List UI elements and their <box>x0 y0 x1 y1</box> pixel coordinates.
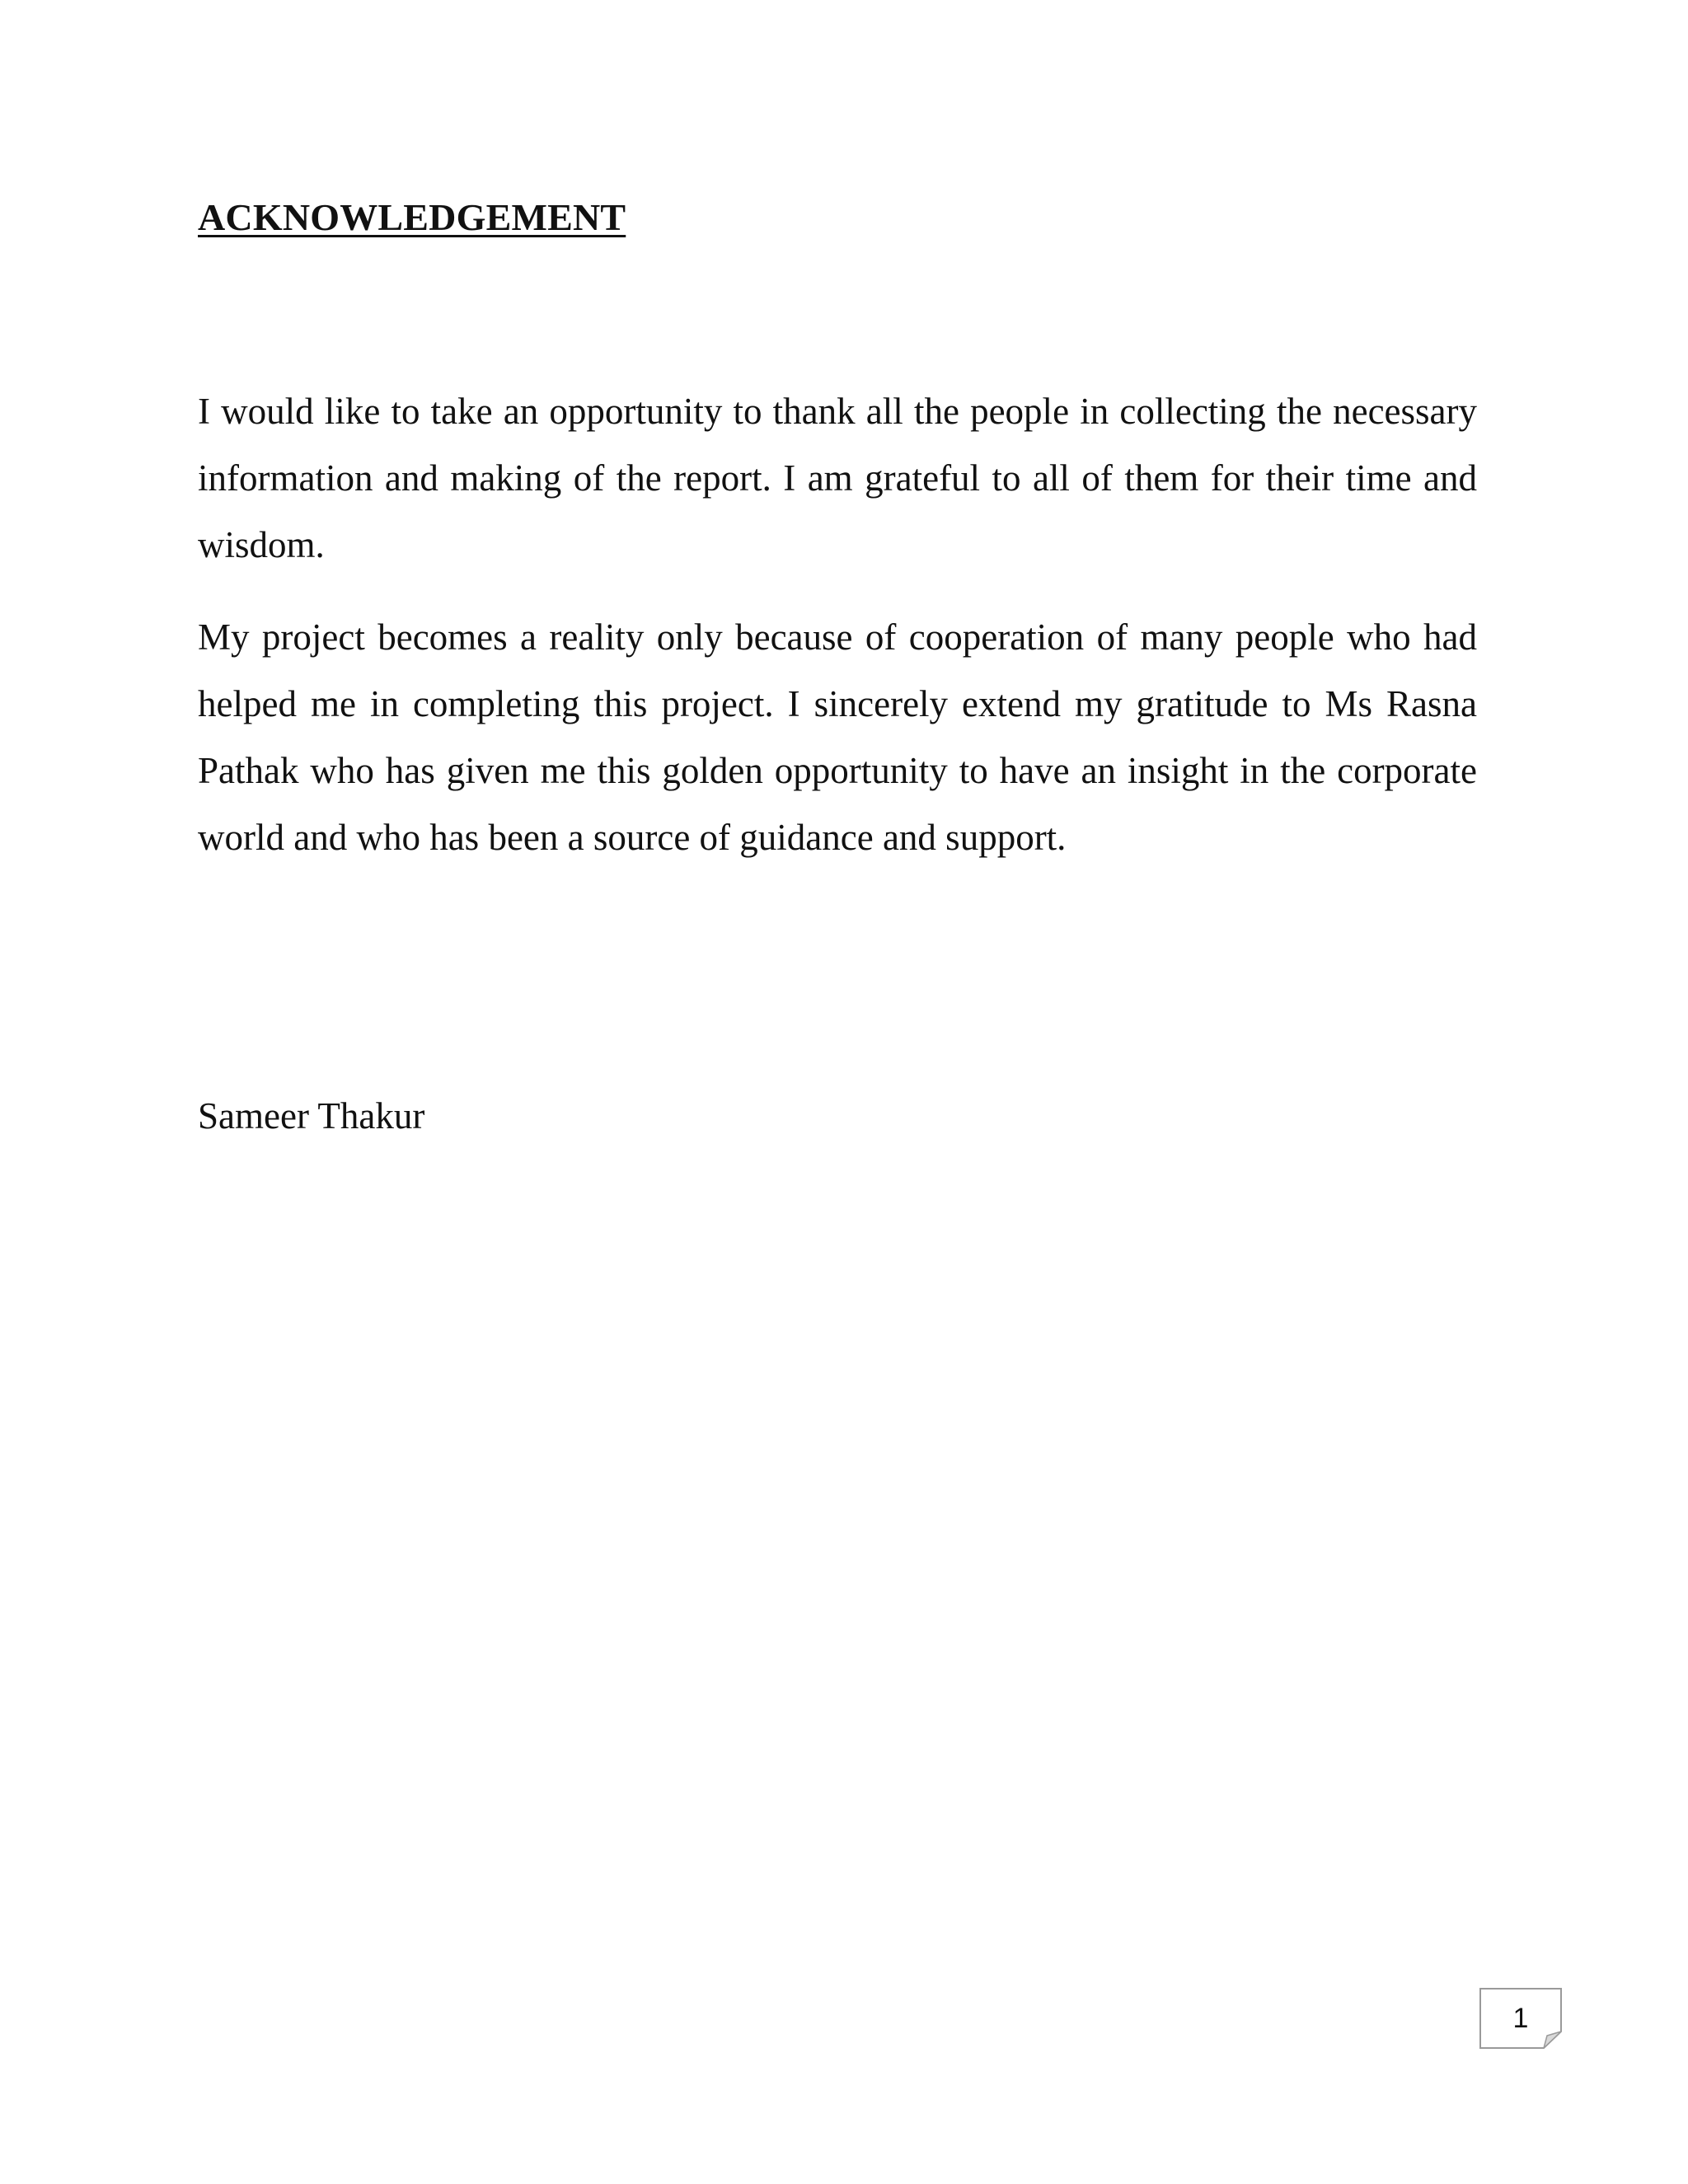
acknowledgement-paragraph-2: My project becomes a reality only because of cooperation of many people who had helped me in completing this project. I sincerely extend my gratitude to Ms Rasna Pathak who has given me this golden opportunity to have an insight in the corporate world and who has been a source of guidance and support. <box>198 616 1477 858</box>
acknowledgement-paragraph-1: I would like to take an opportunity to thank all the people in collecting the necessary information and making of the report. I am grateful to all of them for their time and wisdom. <box>198 391 1477 565</box>
page-heading: ACKNOWLEDGEMENT <box>198 196 626 238</box>
page-number: 1 <box>1512 2003 1529 2034</box>
page-number-box <box>1479 1988 1562 2049</box>
signature-name: Sameer Thakur <box>198 1095 425 1137</box>
